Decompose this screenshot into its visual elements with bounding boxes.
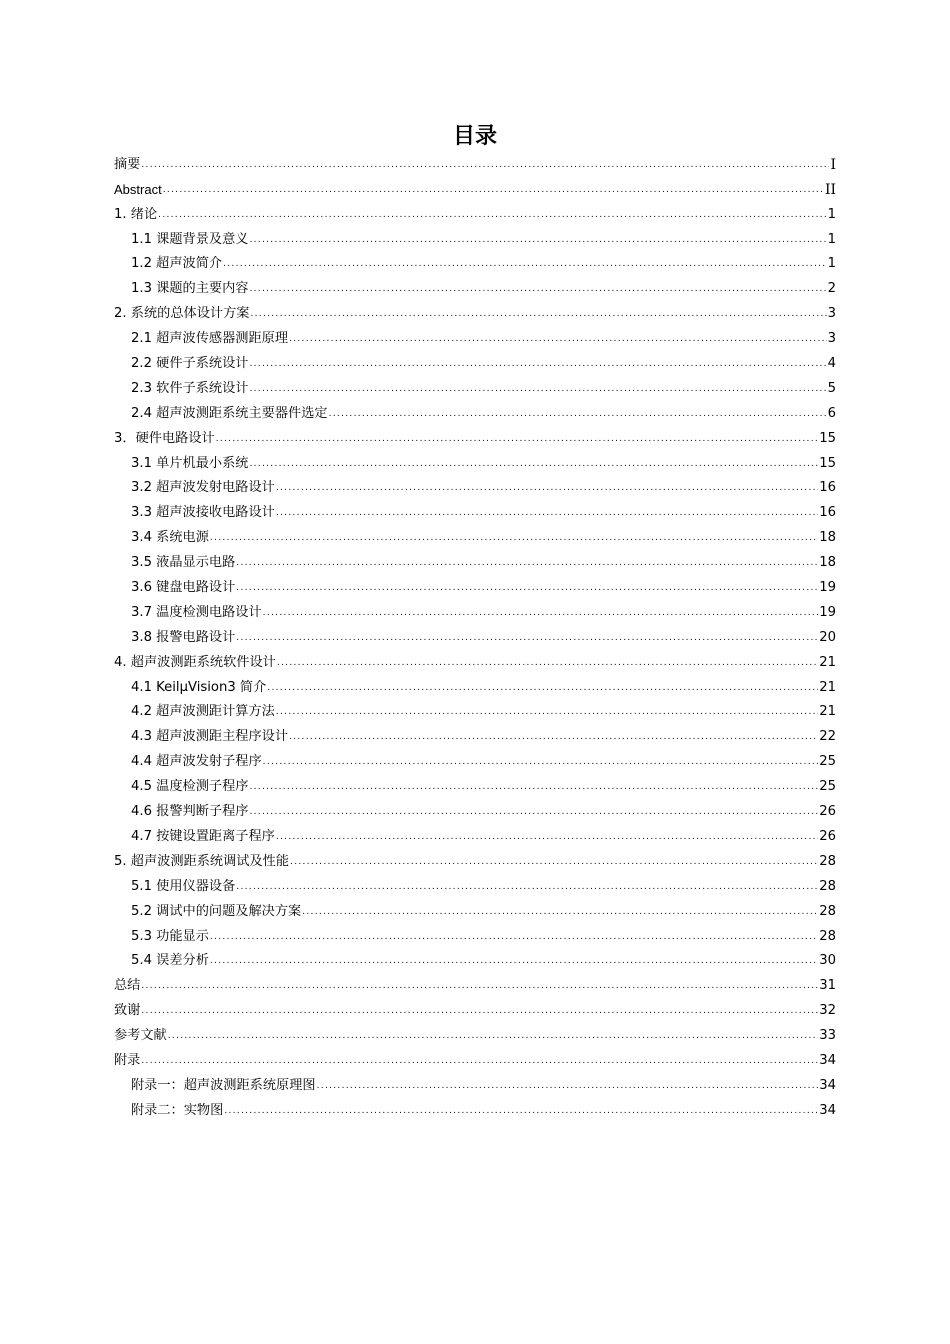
toc-entry-page: 25 — [819, 779, 836, 795]
toc-entry[interactable] — [114, 672, 836, 697]
toc-entry[interactable] — [114, 721, 836, 746]
toc-entry[interactable] — [114, 448, 836, 473]
toc-entry-page: 6 — [827, 405, 836, 421]
toc-entry-label: 5.1 使用仪器设备 — [131, 878, 236, 894]
dot-leader — [250, 305, 826, 323]
dot-leader — [302, 903, 818, 921]
dot-leader — [141, 1002, 818, 1020]
dot-leader — [141, 156, 829, 174]
toc-entry[interactable] — [114, 1045, 836, 1070]
dot-leader — [210, 928, 818, 946]
toc-entry[interactable] — [114, 373, 836, 398]
toc-entry-page: 28 — [819, 928, 836, 944]
toc-entry-page: 15 — [819, 455, 836, 471]
dot-leader — [317, 1077, 819, 1095]
dot-leader — [263, 604, 819, 622]
table-of-contents — [114, 149, 836, 1120]
toc-entry-page: 20 — [819, 629, 836, 645]
dot-leader — [276, 703, 818, 721]
dot-leader — [249, 280, 826, 298]
dot-leader — [290, 853, 818, 871]
toc-entry-page: 21 — [819, 679, 836, 695]
dot-leader — [141, 977, 818, 995]
dot-leader — [223, 255, 827, 273]
toc-entry[interactable] — [114, 995, 836, 1020]
toc-entry-page: 15 — [819, 430, 836, 446]
toc-entry[interactable] — [114, 224, 836, 249]
toc-entry-label: 2.3 软件子系统设计 — [131, 380, 249, 396]
toc-entry-page: I — [830, 156, 836, 173]
toc-entry-label: 4. 超声波测距系统软件设计 — [114, 654, 276, 670]
toc-entry[interactable] — [114, 921, 836, 946]
toc-title: 目录 — [452, 124, 497, 149]
toc-entry-label: 致谢 — [114, 1003, 141, 1019]
dot-leader — [249, 803, 818, 821]
toc-entry[interactable] — [114, 473, 836, 498]
toc-entry-page: 18 — [819, 555, 836, 571]
dot-leader — [276, 479, 818, 497]
toc-entry-label: 3.2 超声波发射电路设计 — [131, 480, 275, 496]
dot-leader — [236, 629, 818, 647]
toc-entry-label: 总结 — [114, 978, 141, 994]
toc-entry[interactable] — [114, 149, 836, 174]
toc-entry[interactable] — [114, 871, 836, 896]
toc-entry-page: 34 — [819, 1052, 836, 1068]
toc-entry-label: 参考文献 — [114, 1028, 167, 1044]
toc-entry[interactable] — [114, 846, 836, 871]
dot-leader — [329, 405, 827, 423]
toc-entry[interactable] — [114, 522, 836, 547]
toc-entry-label: 4.6 报警判断子程序 — [131, 804, 249, 820]
dot-leader — [289, 330, 827, 348]
toc-entry-page: 21 — [819, 704, 836, 720]
toc-entry[interactable] — [114, 821, 836, 846]
toc-entry-page: 4 — [827, 356, 836, 372]
dot-leader — [210, 952, 818, 970]
toc-entry-label: 1.2 超声波简介 — [131, 256, 223, 272]
toc-entry[interactable] — [114, 323, 836, 348]
toc-entry-page: 16 — [819, 505, 836, 521]
toc-entry-label: 1.1 课题背景及意义 — [131, 231, 249, 247]
dot-leader — [236, 579, 818, 597]
toc-entry-page: 30 — [819, 953, 836, 969]
dot-leader — [276, 504, 818, 522]
toc-entry[interactable] — [114, 1020, 836, 1045]
toc-entry-label: 5.3 功能显示 — [131, 928, 209, 944]
toc-entry-label: 4.2 超声波测距计算方法 — [131, 704, 275, 720]
dot-leader — [163, 181, 824, 199]
toc-entry[interactable] — [114, 771, 836, 796]
toc-entry-label: 3．硬件电路设计 — [114, 430, 215, 446]
toc-entry[interactable] — [114, 199, 836, 224]
toc-entry-page: 1 — [827, 256, 836, 272]
toc-entry-page: 31 — [819, 978, 836, 994]
toc-entry-label: 4.4 超声波发射子程序 — [131, 754, 262, 770]
dot-leader — [236, 554, 818, 572]
toc-entry[interactable] — [114, 1070, 836, 1095]
toc-entry-label: 附录二：实物图 — [131, 1102, 224, 1118]
dot-leader — [249, 231, 826, 249]
dot-leader — [168, 1027, 818, 1045]
toc-entry-label: 2.1 超声波传感器测距原理 — [131, 331, 289, 347]
toc-entry-label: 3.6 键盘电路设计 — [131, 580, 236, 596]
toc-entry-page: 28 — [819, 903, 836, 919]
dot-leader — [141, 1052, 818, 1070]
toc-entry-page: II — [824, 181, 836, 198]
toc-entry-page: 3 — [827, 306, 836, 322]
toc-entry-page: 26 — [819, 828, 836, 844]
dot-leader — [158, 206, 826, 224]
dot-leader — [249, 455, 818, 473]
toc-entry[interactable] — [114, 348, 836, 373]
toc-entry-page: 18 — [819, 530, 836, 546]
toc-entry-label: 1. 绪论 — [114, 206, 158, 222]
toc-entry-page: 19 — [819, 580, 836, 596]
dot-leader — [249, 380, 826, 398]
toc-entry[interactable] — [114, 398, 836, 423]
toc-entry[interactable] — [114, 174, 836, 199]
dot-leader — [210, 529, 818, 547]
toc-entry-page: 32 — [819, 1003, 836, 1019]
toc-entry-label: 2.4 超声波测距系统主要器件选定 — [131, 405, 328, 421]
toc-entry-page: 28 — [819, 853, 836, 869]
toc-entry-label: 5.2 调试中的问题及解决方案 — [131, 903, 302, 919]
toc-entry-page: 28 — [819, 878, 836, 894]
dot-leader — [249, 778, 818, 796]
toc-entry-label: 3.8 报警电路设计 — [131, 629, 236, 645]
toc-entry-label: 4.7 按键设置距离子程序 — [131, 828, 275, 844]
toc-entry[interactable] — [114, 547, 836, 572]
toc-entry-label: 4.1 KeilμVision3 简介 — [131, 679, 267, 695]
toc-entry[interactable] — [114, 647, 836, 672]
dot-leader — [249, 355, 826, 373]
toc-entry[interactable] — [114, 946, 836, 971]
toc-entry-page: 5 — [827, 380, 836, 396]
dot-leader — [276, 828, 818, 846]
toc-entry[interactable] — [114, 572, 836, 597]
toc-entry[interactable] — [114, 622, 836, 647]
toc-entry-page: 16 — [819, 480, 836, 496]
toc-entry[interactable] — [114, 896, 836, 921]
dot-leader — [267, 679, 818, 697]
toc-entry-page: 22 — [819, 729, 836, 745]
toc-entry[interactable] — [114, 249, 836, 274]
toc-entry-label: 附录 — [114, 1052, 141, 1068]
toc-entry[interactable] — [114, 1095, 836, 1120]
toc-entry-label: 附录一：超声波测距系统原理图 — [131, 1077, 316, 1093]
toc-entry-page: 33 — [819, 1028, 836, 1044]
dot-leader — [263, 753, 819, 771]
toc-entry-label: 5. 超声波测距系统调试及性能 — [114, 853, 290, 869]
toc-entry-label: 2.2 硬件子系统设计 — [131, 356, 249, 372]
toc-entry[interactable] — [114, 298, 836, 323]
toc-entry-page: 3 — [827, 331, 836, 347]
toc-entry[interactable] — [114, 970, 836, 995]
toc-entry-label: 4.3 超声波测距主程序设计 — [131, 729, 289, 745]
dot-leader — [289, 728, 818, 746]
toc-entry[interactable] — [114, 273, 836, 298]
dot-leader — [236, 878, 818, 896]
dot-leader — [277, 654, 818, 672]
toc-entry-label: 5.4 误差分析 — [131, 953, 209, 969]
toc-entry-page: 25 — [819, 754, 836, 770]
toc-entry-label: 4.5 温度检测子程序 — [131, 779, 249, 795]
dot-leader — [216, 430, 819, 448]
toc-entry-label: 3.7 温度检测电路设计 — [131, 604, 262, 620]
toc-entry-page: 34 — [819, 1077, 836, 1093]
toc-entry-page: 2 — [827, 281, 836, 297]
toc-entry-label: 3.3 超声波接收电路设计 — [131, 505, 275, 521]
dot-leader — [224, 1102, 818, 1120]
toc-entry-label: Abstract — [114, 181, 162, 197]
toc-entry-label: 摘要 — [114, 156, 141, 172]
toc-entry-page: 19 — [819, 604, 836, 620]
toc-entry[interactable] — [114, 423, 836, 448]
toc-entry[interactable] — [114, 697, 836, 722]
toc-entry-label: 3.4 系统电源 — [131, 530, 209, 546]
toc-entry[interactable] — [114, 796, 836, 821]
toc-entry-label: 3.5 液晶显示电路 — [131, 555, 236, 571]
toc-entry-page: 1 — [827, 231, 836, 247]
toc-entry-page: 1 — [827, 206, 836, 222]
toc-entry-label: 3.1 单片机最小系统 — [131, 455, 249, 471]
toc-entry[interactable] — [114, 746, 836, 771]
toc-entry[interactable] — [114, 597, 836, 622]
toc-entry-label: 2. 系统的总体设计方案 — [114, 306, 250, 322]
toc-entry-page: 21 — [819, 654, 836, 670]
toc-entry[interactable] — [114, 497, 836, 522]
toc-entry-page: 34 — [819, 1102, 836, 1118]
toc-entry-label: 1.3 课题的主要内容 — [131, 281, 249, 297]
toc-entry-page: 26 — [819, 804, 836, 820]
